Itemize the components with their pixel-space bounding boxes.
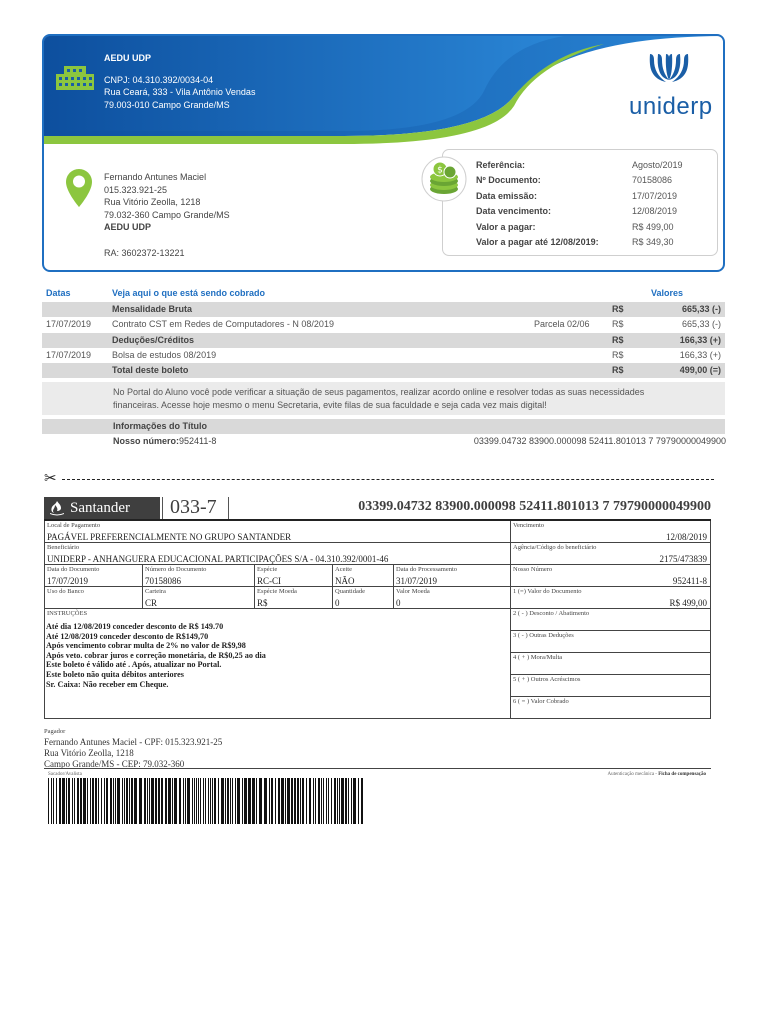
vencimento-value: 12/08/2019 <box>665 532 707 542</box>
issuer-info <box>104 52 255 111</box>
instruction-line: Este boleto é válido até . Após, atualizar no Portal. <box>46 660 222 670</box>
barcode-bar <box>361 778 363 824</box>
sacador-label: Sacador/Avalista <box>48 772 82 777</box>
barcode-bar <box>161 778 163 824</box>
especie-moeda-cell <box>254 587 332 609</box>
charges-header <box>42 288 725 302</box>
instruction-line: Após vencimento cobrar multa de 2% no valor de R$9,98 <box>46 641 246 651</box>
barcode-bar <box>101 778 102 824</box>
reference-label: Data emissão: <box>476 190 538 201</box>
data-processamento-label: Data do Processamento <box>396 566 458 573</box>
autenticacao-label: Autenticação mecânica - <box>607 772 657 777</box>
reference-value: R$ 499,00 <box>632 221 674 232</box>
barcode-bar <box>126 778 128 824</box>
barcode-bar <box>345 778 347 824</box>
instruction-line: Este boleto não quita débitos anteriores <box>46 669 184 679</box>
reference-row <box>476 235 683 251</box>
charge-currency: R$ <box>612 319 624 330</box>
barcode-bar <box>203 778 204 824</box>
outros-acrescimos-label: 5 ( + ) Outros Acréscimos <box>513 676 581 683</box>
payer-street: Rua Vitório Zeolla, 1218 <box>104 197 201 207</box>
pagador-bottom-rule <box>44 768 711 769</box>
outras-deducoes-label: 3 ( - ) Outras Deduções <box>513 632 574 639</box>
reference-value: 12/08/2019 <box>632 206 678 217</box>
ficha-compensacao-label: Ficha de compensação <box>658 772 706 777</box>
barcode-bar <box>232 778 233 824</box>
barcode-bar <box>48 778 49 824</box>
reference-value: R$ 349,30 <box>632 237 674 248</box>
bank-name: Santander <box>70 500 130 516</box>
charge-row <box>42 317 725 332</box>
carteira-label: Carteira <box>145 588 166 595</box>
carteira-cell <box>142 587 254 609</box>
barcode-bar <box>155 778 157 824</box>
barcode-bar <box>294 778 296 824</box>
barcode-bar <box>328 778 329 824</box>
digitable-line-summary: 03399.04732 83900.000098 52411.801013 7 79790000049900 <box>473 436 726 446</box>
header-values: Valores <box>650 288 683 298</box>
barcode-bar <box>134 778 137 824</box>
charge-description: Contrato CST em Redes de Computadores - N 08/2019 <box>112 319 334 330</box>
barcode-bar <box>139 778 142 824</box>
barcode-bar <box>117 778 120 824</box>
barcode-bar <box>248 778 251 824</box>
payer-institution: AEDU UDP <box>104 222 152 232</box>
barcode-bar <box>358 778 359 824</box>
beneficiario-value: UNIDERP - ANHANGUERA EDUCACIONAL PARTICIPAÇÕES S/A - 04.310.392/0001-46 <box>47 554 389 564</box>
barcode-bar <box>300 778 301 824</box>
instruction-line: Até dia 12/08/2019 conceder desconto de R$ 149.70 <box>46 622 224 631</box>
barcode <box>48 778 366 824</box>
notice-line-2: financeiras. Acesse hoje mesmo o menu Secretaria, evite filas de sua faculdade e seja cada vez mais digital! <box>113 400 547 410</box>
coins-icon <box>421 156 467 207</box>
header-description: Veja aqui o que está sendo cobrado <box>112 288 266 298</box>
barcode-bar <box>326 778 327 824</box>
beneficiario-label: Beneficiário <box>47 544 80 551</box>
payer-name: Fernando Antunes Maciel <box>104 172 207 182</box>
especie-value: RC-CI <box>257 576 282 586</box>
desconto-cell <box>510 609 711 631</box>
barcode-bar <box>168 778 171 824</box>
barcode-bar <box>313 778 314 824</box>
billing-summary-card <box>42 34 725 272</box>
uniderp-logo <box>629 52 713 121</box>
barcode-bar <box>339 778 340 824</box>
barcode-bar <box>129 778 130 824</box>
numero-documento-label: Número do Documento <box>145 566 207 573</box>
barcode-bar <box>149 778 150 824</box>
bank-separator <box>162 497 163 519</box>
reference-value: 70158086 <box>632 175 673 186</box>
mora-multa-cell <box>510 653 711 675</box>
reference-label: Referência: <box>476 159 526 170</box>
desconto-label: 2 ( - ) Desconto / Abatimento <box>513 610 590 617</box>
data-processamento-cell <box>393 565 510 587</box>
barcode-bar <box>196 778 197 824</box>
aceite-value: NÃO <box>335 576 355 586</box>
nosso-numero <box>113 436 216 446</box>
reference-row <box>476 204 683 220</box>
charge-description: Mensalidade Bruta <box>112 304 193 314</box>
charge-row <box>42 333 725 348</box>
agencia-label: Agência/Código do beneficiário <box>513 544 597 551</box>
barcode-bar <box>348 778 349 824</box>
barcode-bar <box>192 778 193 824</box>
instructions-label: INSTRUÇÕES <box>47 610 88 617</box>
barcode-bar <box>321 778 322 824</box>
especie-cell <box>254 565 332 587</box>
pagador-line-3: Campo Grande/MS - CEP: 79.032-360 <box>44 759 185 769</box>
barcode-bar <box>337 778 338 824</box>
especie-label: Espécie <box>257 566 278 573</box>
reference-row <box>476 157 683 173</box>
barcode-bar <box>351 778 352 824</box>
barcode-bar <box>230 778 231 824</box>
barcode-bar <box>185 778 186 824</box>
agencia-value: 2175/473839 <box>659 554 707 564</box>
building-icon <box>56 64 94 95</box>
issuer-city: 79.003-010 Campo Grande/MS <box>104 99 230 110</box>
outras-deducoes-cell <box>510 631 711 653</box>
charge-currency: R$ <box>612 334 624 345</box>
location-pin-icon <box>66 169 92 212</box>
barcode-bar <box>198 778 199 824</box>
pagador-label: Pagador <box>44 728 66 735</box>
charge-value: 665,33 (-) <box>681 319 721 330</box>
barcode-bar <box>309 778 311 824</box>
instruction-line: Sr. Caixa: Não receber em Cheque. <box>46 679 169 689</box>
card-header <box>44 36 723 146</box>
barcode-bar <box>53 778 54 824</box>
barcode-bar <box>291 778 293 824</box>
charge-description: Deduções/Créditos <box>112 334 195 345</box>
barcode-bar <box>318 778 320 824</box>
barcode-bar <box>237 778 240 824</box>
payer-info <box>104 171 230 259</box>
barcode-bar <box>269 778 270 824</box>
barcode-bar <box>90 778 91 824</box>
local-pagamento-value: PAGÁVEL PREFERENCIALMENTE NO GRUPO SANTANDER <box>47 532 292 542</box>
valor-documento-label: 1 (=) Valor do Documento <box>513 588 582 595</box>
barcode-bar <box>221 778 224 824</box>
barcode-bar <box>124 778 125 824</box>
nosso-numero-box-value: 952411-8 <box>672 576 707 586</box>
vencimento-cell <box>510 521 711 543</box>
charge-value: 166,33 (+) <box>679 334 721 345</box>
portal-notice <box>42 382 725 415</box>
barcode-bar <box>281 778 284 824</box>
barcode-bar <box>212 778 213 824</box>
nosso-numero-box-label: Nosso Número <box>513 566 553 573</box>
barcode-bar <box>259 778 262 824</box>
barcode-bar <box>200 778 201 824</box>
barcode-bar <box>278 778 280 824</box>
local-pagamento-label: Local de Pagamento <box>47 522 101 529</box>
barcode-bar <box>256 778 257 824</box>
barcode-bar <box>158 778 160 824</box>
barcode-bar <box>187 778 190 824</box>
especie-moeda-label: Espécie Moeda <box>257 588 297 595</box>
beneficiario-cell <box>44 543 510 565</box>
payer-cpf: 015.323.921-25 <box>104 184 168 195</box>
aceite-label: Aceite <box>335 566 352 573</box>
quantidade-cell <box>332 587 393 609</box>
barcode-bar <box>83 778 86 824</box>
santander-logo <box>44 497 160 519</box>
especie-moeda-value: R$ <box>257 598 268 608</box>
quantidade-value: 0 <box>335 598 340 608</box>
reference-row <box>476 219 683 235</box>
barcode-bar <box>252 778 255 824</box>
barcode-bar <box>235 778 236 824</box>
charges-table <box>42 288 725 378</box>
uniderp-logo-text: uniderp <box>629 93 713 120</box>
header-dates: Datas <box>46 288 71 298</box>
barcode-bar <box>72 778 73 824</box>
charge-row <box>42 302 725 317</box>
barcode-bar <box>225 778 226 824</box>
barcode-bar <box>62 778 65 824</box>
barcode-bar <box>194 778 195 824</box>
charge-description: Total deste boleto <box>112 365 189 376</box>
uso-banco-cell <box>44 587 142 609</box>
valor-moeda-label: Valor Moeda <box>396 588 430 595</box>
charge-date: 17/07/2019 <box>46 349 92 360</box>
barcode-bar <box>302 778 304 824</box>
bank-code: 033-7 <box>170 496 217 518</box>
data-documento-value: 17/07/2019 <box>47 576 89 586</box>
barcode-bar <box>210 778 211 824</box>
flame-icon <box>49 500 65 516</box>
reference-label: Valor a pagar: <box>476 221 536 232</box>
nosso-numero-cell <box>510 565 711 587</box>
charge-date: 17/07/2019 <box>46 319 92 330</box>
numero-documento-value: 70158086 <box>145 576 181 586</box>
barcode-bar <box>353 778 356 824</box>
barcode-bar <box>315 778 316 824</box>
barcode-bar <box>264 778 267 824</box>
barcode-bar <box>331 778 332 824</box>
svg-text:$: $ <box>437 165 443 176</box>
numero-documento-cell <box>142 565 254 587</box>
digitable-line: 03399.04732 83900.000098 52411.801013 7 79790000049900 <box>358 499 711 514</box>
barcode-bar <box>179 778 181 824</box>
barcode-bar <box>131 778 133 824</box>
barcode-bar <box>59 778 61 824</box>
valor-documento-cell <box>510 587 711 609</box>
vencimento-label: Vencimento <box>513 522 545 529</box>
barcode-bar <box>244 778 247 824</box>
barcode-bar <box>77 778 79 824</box>
charge-value: 665,33 (-) <box>681 304 721 314</box>
pagador-block <box>44 726 222 770</box>
cut-line <box>62 479 714 480</box>
barcode-bar <box>285 778 286 824</box>
nosso-numero-value: 952411-8 <box>179 436 217 446</box>
reference-label: Data vencimento: <box>476 206 552 217</box>
reference-label: Nº Documento: <box>476 175 541 186</box>
barcode-bar <box>87 778 88 824</box>
agencia-cell <box>510 543 711 565</box>
payer-ra: RA: 3602372-13221 <box>104 247 185 258</box>
uniderp-logo-icon <box>646 52 692 90</box>
autenticacao <box>608 772 706 777</box>
reference-label: Valor a pagar até 12/08/2019: <box>476 237 599 248</box>
barcode-bar <box>56 778 57 824</box>
reference-value: 17/07/2019 <box>632 190 678 201</box>
barcode-bar <box>98 778 99 824</box>
barcode-bar <box>183 778 184 824</box>
issuer-name: AEDU UDP <box>104 53 152 63</box>
instructions-list <box>46 622 266 689</box>
barcode-bar <box>147 778 148 824</box>
barcode-bar <box>323 778 324 824</box>
uso-banco-label: Uso do Banco <box>47 588 84 595</box>
issuer-cnpj: CNPJ: 04.310.392/0034-04 <box>104 74 214 85</box>
aceite-cell <box>332 565 393 587</box>
valor-documento-value: R$ 499,00 <box>669 598 707 608</box>
mora-multa-label: 4 ( + ) Mora/Multa <box>513 654 563 661</box>
charge-description: Bolsa de estudos 08/2019 <box>112 349 217 360</box>
barcode-bar <box>66 778 67 824</box>
barcode-bar <box>341 778 344 824</box>
barcode-bar <box>287 778 290 824</box>
barcode-bar <box>80 778 82 824</box>
barcode-bar <box>144 778 146 824</box>
pagador-line-1: Fernando Antunes Maciel - CPF: 015.323.921-25 <box>44 737 223 747</box>
barcode-bar <box>113 778 114 824</box>
data-processamento-value: 31/07/2019 <box>396 576 438 586</box>
charge-currency: R$ <box>612 349 624 360</box>
barcode-bar <box>205 778 206 824</box>
scissors-icon: ✂ <box>44 470 57 487</box>
barcode-bar <box>122 778 123 824</box>
barcode-bar <box>214 778 216 824</box>
bank-separator <box>228 497 229 519</box>
charge-row <box>42 348 725 363</box>
barcode-bar <box>106 778 108 824</box>
valor-moeda-value: 0 <box>396 598 401 608</box>
pagador-line-2: Rua Vitório Zeolla, 1218 <box>44 748 134 758</box>
barcode-bar <box>68 778 70 824</box>
barcode-bar <box>297 778 299 824</box>
issuer-address: Rua Ceará, 333 - Vila Antônio Vendas <box>104 87 256 97</box>
carteira-value: CR <box>145 598 158 608</box>
notice-line-1: No Portal do Aluno você pode verificar a situação de seus pagamentos, realizar acordo online e resolver todas as suas necessidades <box>113 387 645 397</box>
barcode-bar <box>306 778 307 824</box>
instruction-line: Após veto. cobrar juros e correção monetária, de R$0,25 ao dia <box>46 650 266 660</box>
barcode-bar <box>218 778 219 824</box>
charge-row <box>42 363 725 378</box>
charge-value: 499,00 (=) <box>679 365 721 376</box>
outros-acrescimos-cell <box>510 675 711 697</box>
reference-row <box>476 188 683 204</box>
barcode-bar <box>104 778 105 824</box>
local-pagamento-cell <box>44 521 510 543</box>
charge-parcel: Parcela 02/06 <box>534 319 590 330</box>
barcode-bar <box>271 778 273 824</box>
nosso-numero-label: Nosso número: <box>113 436 180 446</box>
barcode-bar <box>110 778 112 824</box>
barcode-bar <box>115 778 116 824</box>
barcode-bar <box>227 778 229 824</box>
reference-row <box>476 173 683 189</box>
reference-box <box>437 149 718 256</box>
payer-city: 79.032-360 Campo Grande/MS <box>104 209 230 220</box>
barcode-bar <box>95 778 97 824</box>
reference-value: Agosto/2019 <box>632 159 683 170</box>
barcode-bar <box>174 778 177 824</box>
charge-value: 166,33 (+) <box>679 349 721 360</box>
title-info-header: Informações do Título <box>42 419 725 434</box>
charges-rows <box>42 302 725 378</box>
barcode-bar <box>275 778 276 824</box>
barcode-bar <box>92 778 94 824</box>
data-documento-cell <box>44 565 142 587</box>
barcode-bar <box>208 778 209 824</box>
charge-currency: R$ <box>612 365 624 376</box>
charge-currency: R$ <box>612 304 624 314</box>
barcode-bar <box>74 778 75 824</box>
valor-cobrado-label: 6 ( = ) Valor Cobrado <box>513 698 569 705</box>
barcode-bar <box>165 778 167 824</box>
instruction-line: Até 12/08/2019 conceder desconto de R$149,70 <box>46 631 209 641</box>
barcode-bar <box>151 778 154 824</box>
reference-table <box>476 157 683 250</box>
barcode-bar <box>172 778 173 824</box>
valor-moeda-cell <box>393 587 510 609</box>
valor-cobrado-cell <box>510 697 711 719</box>
barcode-bar <box>51 778 52 824</box>
data-documento-label: Data do Documento <box>47 566 100 573</box>
quantidade-label: Quantidade <box>335 588 365 595</box>
barcode-bar <box>242 778 243 824</box>
barcode-bar <box>334 778 336 824</box>
